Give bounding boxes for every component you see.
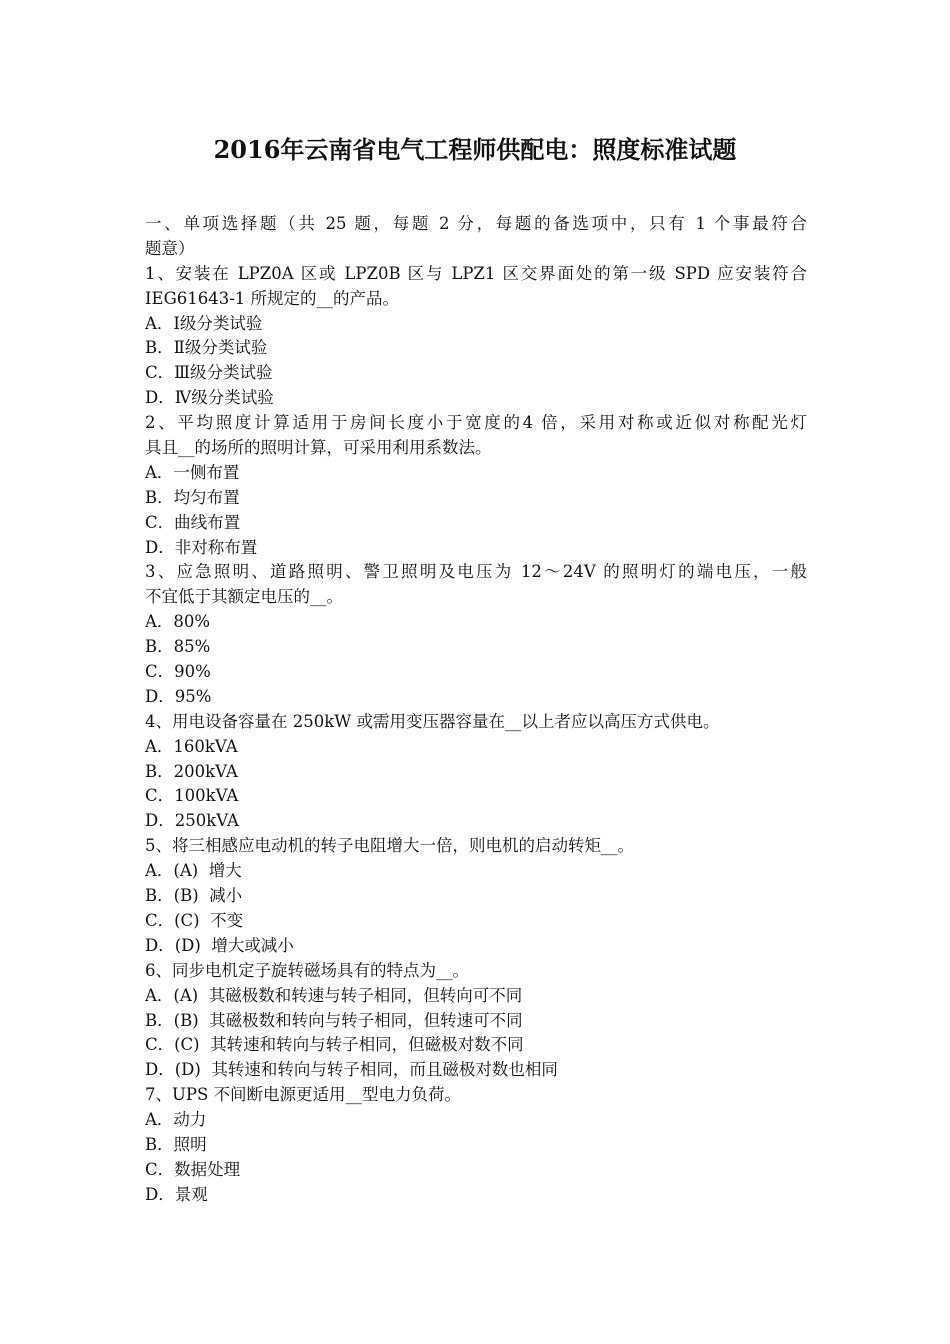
page-title: 2016年云南省电气工程师供配电：照度标准试题 (213, 135, 737, 164)
option-b: B．照明 (145, 1134, 207, 1154)
question-stem-continued: 不宜低于其额定电压的__。 (145, 587, 343, 607)
option-d: D．Ⅳ级分类试验 (145, 388, 274, 408)
option-d: D．非对称布置 (145, 537, 258, 557)
option-b: B．(B) 其磁极数和转向与转子相同，但转速可不同 (145, 1010, 523, 1030)
question-stem: 1、安装在 LPZ0A 区或 LPZ0B 区与 LPZ1 区交界面处的第一级 SPD 应安装符合 (145, 263, 807, 283)
question-stem: 4、用电设备容量在 250kW 或需用变压器容量在__以上者应以高压方式供电。 (145, 711, 720, 731)
section-heading-continued: 题意） (145, 238, 195, 258)
option-a: A．动力 (145, 1110, 207, 1130)
option-d: D．(D) 增大或减小 (145, 935, 294, 955)
option-b: B．(B) 减小 (145, 886, 243, 906)
option-d: D．(D) 其转速和转向与转子相同，而且磁极对数也相同 (145, 1060, 558, 1080)
question-stem-continued: 具且__的场所的照明计算，可采用利用系数法。 (145, 438, 492, 458)
document-body (145, 212, 807, 1208)
option-a: A．一侧布置 (145, 462, 240, 482)
option-a: A．(A) 其磁极数和转速与转子相同，但转向可不同 (145, 985, 523, 1005)
question-stem: 5、将三相感应电动机的转子电阻增大一倍，则电机的启动转矩__。 (145, 836, 634, 856)
option-c: C．曲线布置 (145, 512, 241, 532)
option-a: A．160kVA (145, 736, 238, 756)
option-c: C．数据处理 (145, 1159, 241, 1179)
question-1 (145, 262, 807, 411)
question-stem: 2、平均照度计算适用于房间长度小于宽度的4 倍，采用对称或近似对称配光灯 (145, 413, 807, 433)
question-3 (145, 560, 807, 709)
option-d: D．250kVA (145, 811, 239, 831)
question-stem: 7、UPS 不间断电源更适用__型电力负荷。 (145, 1085, 462, 1105)
option-a: A．Ⅰ级分类试验 (145, 313, 263, 333)
question-2 (145, 411, 807, 560)
question-4 (145, 710, 807, 834)
option-d: D．景观 (145, 1184, 208, 1204)
option-b: B．均匀布置 (145, 487, 240, 507)
question-5 (145, 834, 807, 958)
question-stem: 6、同步电机定子旋转磁场具有的特点为__。 (145, 960, 469, 980)
question-stem-continued: IEG61643-1 所规定的__的产品。 (145, 288, 400, 308)
option-b: B．Ⅱ级分类试验 (145, 338, 268, 358)
question-7 (145, 1083, 807, 1207)
option-d: D．95% (145, 686, 212, 706)
option-c: C．90% (145, 662, 211, 682)
option-c: C．(C) 不变 (145, 910, 244, 930)
option-c: C．100kVA (145, 786, 239, 806)
option-a: A．(A) 增大 (145, 861, 242, 881)
option-b: B．85% (145, 637, 211, 657)
option-b: B．200kVA (145, 761, 238, 781)
option-a: A．80% (145, 612, 211, 632)
option-c: C．Ⅲ级分类试验 (145, 363, 273, 383)
section-heading: 一、单项选择题（共 25 题，每题 2 分，每题的备选项中，只有 1 个事最符合 (145, 214, 807, 233)
question-stem: 3、应急照明、道路照明、警卫照明及电压为 12～24V 的照明灯的端电压，一般 (145, 562, 807, 582)
option-c: C．(C) 其转速和转向与转子相同，但磁极对数不同 (145, 1035, 524, 1055)
question-6 (145, 959, 807, 1083)
